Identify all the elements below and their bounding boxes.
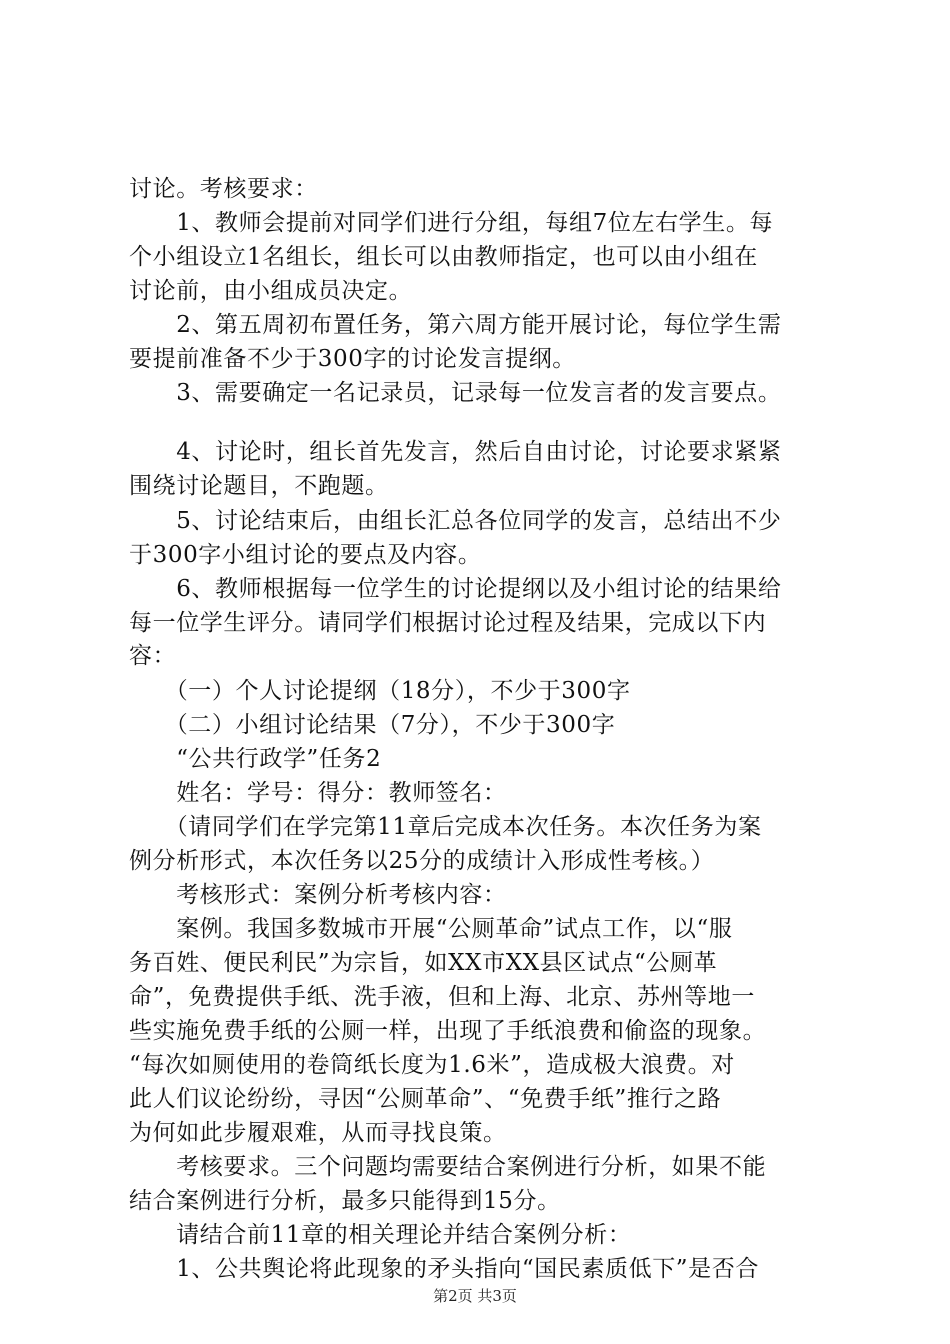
text-line: 务百姓、便民利民”为宗旨，如XX市XX县区试点“公厕革 [129,950,718,976]
text-line: 每一位学生评分。请同学们根据讨论过程及结果，完成以下内 [129,610,767,636]
text-line: 例分析形式，本次任务以25分的成绩计入形成性考核。） [129,848,715,874]
text-line: 于300字小组讨论的要点及内容。 [129,542,482,568]
text-line: 1、公共舆论将此现象的矛头指向“国民素质低下”是否合 [129,1256,759,1282]
text-line: 为何如此步履艰难，从而寻找良策。 [129,1120,507,1146]
text-line: 考核形式：案例分析考核内容： [129,882,507,908]
text-line: （一）个人讨论提纲（18分），不少于300字 [129,678,631,704]
text-line: 考核要求。三个问题均需要结合案例进行分析，如果不能 [129,1154,767,1180]
text-line: 容： [129,643,177,669]
text-line: 命”，免费提供手纸、洗手液，但和上海、北京、苏州等地一 [129,984,755,1010]
text-line: 1、教师会提前对同学们进行分组，每组7位左右学生。每 [129,210,774,236]
text-line: 5、讨论结束后，由组长汇总各位同学的发言，总结出不少 [129,508,782,534]
text-line: 6、教师根据每一位学生的讨论提纲以及小组讨论的结果给 [129,576,782,602]
text-line: 讨论。考核要求： [129,176,318,202]
text-line: 2、第五周初布置任务，第六周方能开展讨论，每位学生需 [129,312,782,338]
page-number-footer: 第2页 共3页 [433,1287,517,1305]
text-line: 讨论前，由小组成员决定。 [129,278,413,304]
text-line: 请结合前11章的相关理论并结合案例分析： [129,1222,632,1248]
text-line: 结合案例进行分析，最多只能得到15分。 [129,1188,561,1214]
text-line: 3、需要确定一名记录员，记录每一位发言者的发言要点。 [129,380,782,406]
text-line: （请同学们在学完第11章后完成本次任务。本次任务为案 [129,814,762,840]
text-line: 案例。我国多数城市开展“公厕革命”试点工作，以“服 [129,916,733,942]
text-line: 个小组设立1名组长，组长可以由教师指定，也可以由小组在 [129,244,758,270]
text-line: 些实施免费手纸的公厕一样，出现了手纸浪费和偷盗的现象。 [129,1018,767,1044]
text-line: “每次如厕使用的卷筒纸长度为1.6米”，造成极大浪费。对 [129,1052,735,1078]
text-line: 姓名：学号：得分：教师签名： [129,780,507,806]
text-line: 此人们议论纷纷，寻因“公厕革命”、“免费手纸”推行之路 [129,1086,722,1112]
text-line: （二）小组讨论结果（7分），不少于300字 [129,712,616,738]
text-line: 围绕讨论题目，不跑题。 [129,473,389,499]
text-line: “公共行政学”任务2 [129,746,382,772]
text-line: 要提前准备不少于300字的讨论发言提纲。 [129,346,576,372]
text-line: 4、讨论时，组长首先发言，然后自由讨论，讨论要求紧紧 [129,439,782,465]
